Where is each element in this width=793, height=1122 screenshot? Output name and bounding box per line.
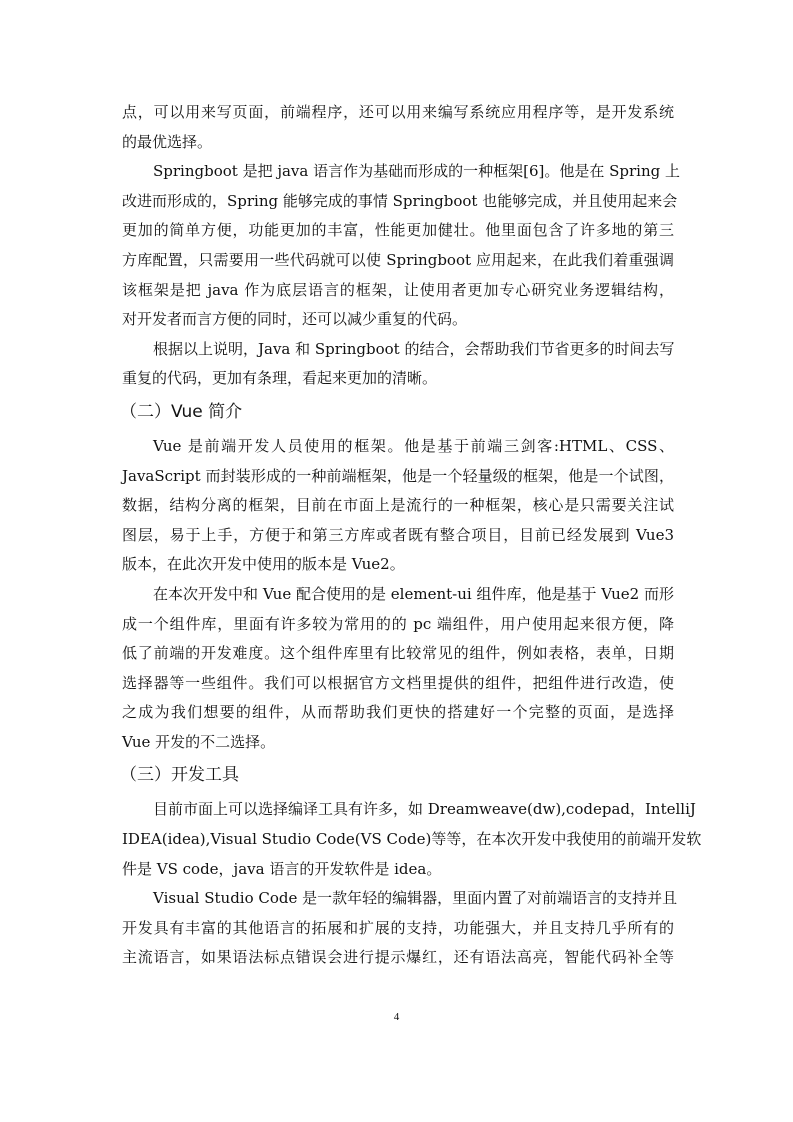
text-line: IDEA(idea),Visual Studio Code(VS Code)等等，在本次开发中我使用的前端开发软 <box>122 830 702 849</box>
text-line: JavaScript 而封装形成的一种前端框架，他是一个轻量级的框架，他是一个试图， <box>122 466 674 485</box>
text-line: 主流语言，如果语法标点错误会进行提示爆红，还有语法高亮，智能代码补全等 <box>122 948 674 967</box>
text-line: 在本次开发中和 Vue 配合使用的是 element-ui 组件库，他是基于 Vue2 而形 <box>153 584 674 603</box>
text-line: 对开发者而言方便的同时，还可以减少重复的代码。 <box>122 310 468 329</box>
body-paragraph <box>122 795 702 884</box>
body-paragraph <box>122 98 674 157</box>
text-line: 之成为我们想要的组件，从而帮助我们更快的搭建好一个完整的页面，是选择 <box>122 703 674 722</box>
document-body <box>120 98 702 973</box>
text-line: 图层，易于上手，方便于和第三方库或者既有整合项目，目前已经发展到 Vue3 <box>122 525 674 544</box>
text-line: 该框架是把 java 作为底层语言的框架，让使用者更加专心研究业务逻辑结构， <box>122 280 674 299</box>
body-paragraph <box>122 884 678 973</box>
text-line: 版本，在此次开发中使用的版本是 Vue2。 <box>122 555 405 574</box>
text-line: 改进而形成的，Spring 能够完成的事情 Springboot 也能够完成，并且使用起来会 <box>122 191 678 210</box>
body-paragraph <box>122 432 674 580</box>
body-paragraph <box>122 335 674 394</box>
text-line: 更加的简单方便，功能更加的丰富，性能更加健壮。他里面包含了许多地的第三 <box>122 221 674 240</box>
text-line: Vue 开发的不二选择。 <box>122 732 276 751</box>
text-line: Vue 是前端开发人员使用的框架。他是基于前端三剑客:HTML、CSS、 <box>153 436 674 455</box>
text-line: 数据，结构分离的框架，目前在市面上是流行的一种框架，核心是只需要关注试 <box>122 496 674 515</box>
section-heading: （三）开发工具 <box>120 765 239 786</box>
text-line: 目前市面上可以选择编译工具有许多，如 Dreamweave(dw),codepad，IntelliJ <box>153 800 696 819</box>
section-heading: （二）Vue 简介 <box>120 401 243 422</box>
text-line: 选择器等一些组件。我们可以根据官方文档里提供的组件，把组件进行改造，使 <box>122 673 674 692</box>
page-number: 4 <box>393 1011 400 1023</box>
text-line: 方库配置，只需要用一些代码就可以使 Springboot 应用起来，在此我们着重强调 <box>122 250 674 269</box>
text-line: 成一个组件库，里面有许多较为常用的的 pc 端组件，用户使用起来很方便，降 <box>122 614 674 633</box>
text-line: 低了前端的开发难度。这个组件库里有比较常见的组件，例如表格，表单，日期 <box>122 644 674 663</box>
text-line: 点，可以用来写页面，前端程序，还可以用来编写系统应用程序等，是开发系统 <box>122 103 674 121</box>
body-paragraph <box>122 157 681 335</box>
text-line: 根据以上说明，Java 和 Springboot 的结合，会帮助我们节省更多的时间去写 <box>153 339 675 358</box>
text-line: Springboot 是把 java 语言作为基础而形成的一种框架[6]。他是在 Spring 上 <box>153 162 681 181</box>
text-line: 开发具有丰富的其他语言的拓展和扩展的支持，功能强大，并且支持几乎所有的 <box>122 918 674 937</box>
text-line: 件是 VS code，java 语言的开发软件是 idea。 <box>122 859 442 878</box>
text-line: 重复的代码，更加有条理，看起来更加的清晰。 <box>122 369 438 388</box>
text-line: Visual Studio Code 是一款年轻的编辑器，里面内置了对前端语言的支持并且 <box>153 889 678 908</box>
body-paragraph <box>122 580 674 758</box>
text-line: 的最优选择。 <box>122 132 213 151</box>
